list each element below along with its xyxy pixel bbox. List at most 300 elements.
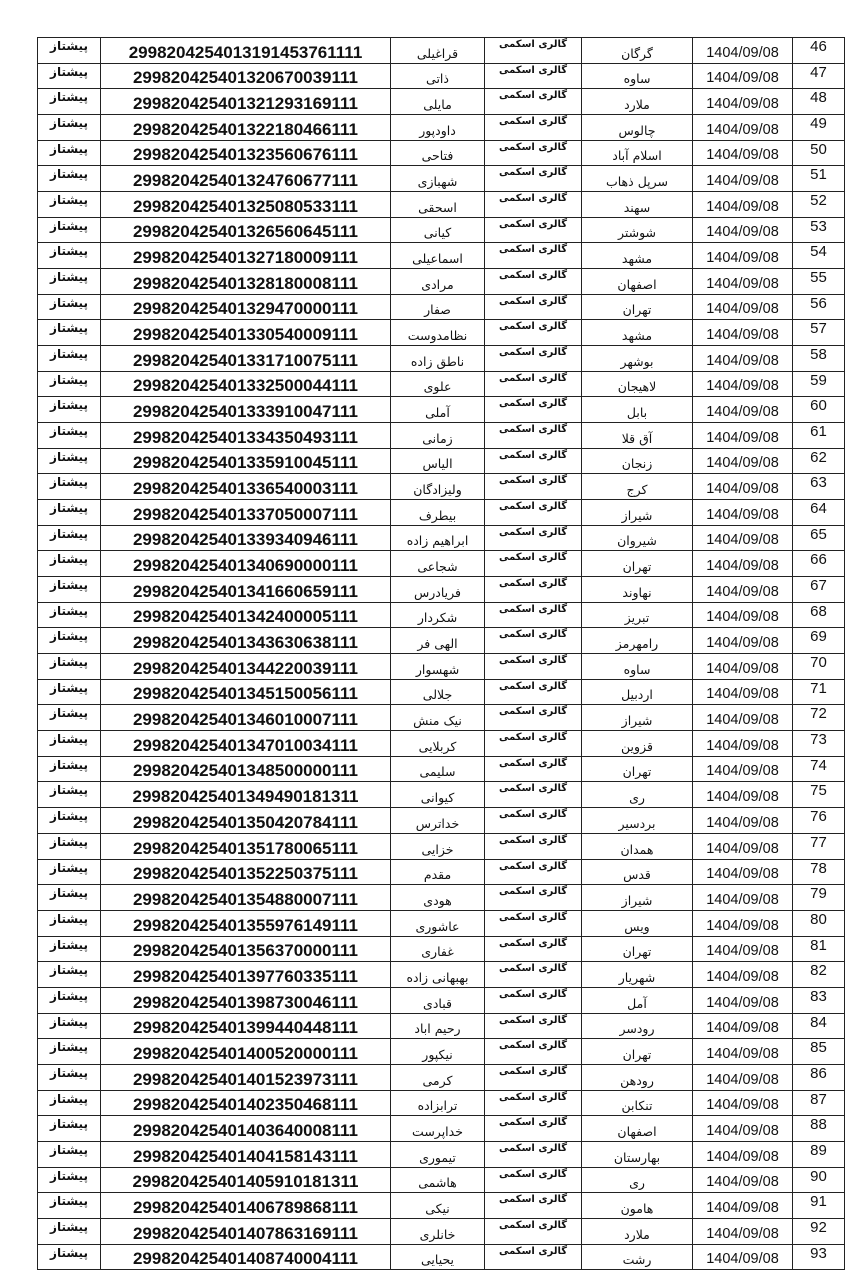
brand-cell: پیشتاز	[38, 474, 101, 500]
surname-cell: بهبهانی زاده	[391, 962, 485, 988]
tracking-code-cell: 299820425401325080533111	[101, 192, 391, 218]
gallery-cell: گالری اسکمی	[485, 1039, 582, 1065]
table-row	[38, 962, 845, 988]
date-cell: 1404/09/08	[693, 577, 793, 603]
table-row	[38, 423, 845, 449]
tracking-code-cell: 299820425401330540009111	[101, 320, 391, 346]
table-row	[38, 885, 845, 911]
date-cell: 1404/09/08	[693, 1141, 793, 1167]
date-cell: 1404/09/08	[693, 1116, 793, 1142]
tracking-code-cell: 299820425401401523973111	[101, 1064, 391, 1090]
surname-cell: بیطرف	[391, 500, 485, 526]
row-number-cell: 55	[793, 269, 845, 295]
table-row	[38, 166, 845, 192]
brand-cell: پیشتاز	[38, 243, 101, 269]
tracking-code-cell: 299820425401355976149111	[101, 910, 391, 936]
surname-cell: تیموری	[391, 1141, 485, 1167]
surname-cell: سلیمی	[391, 756, 485, 782]
surname-cell: فتاحی	[391, 140, 485, 166]
surname-cell: کیوانی	[391, 782, 485, 808]
gallery-cell: گالری اسکمی	[485, 859, 582, 885]
city-cell: نهاوند	[582, 577, 693, 603]
surname-cell: کیانی	[391, 217, 485, 243]
city-cell: کرج	[582, 474, 693, 500]
row-number-cell: 60	[793, 397, 845, 423]
table-row	[38, 628, 845, 654]
city-cell: بوشهر	[582, 346, 693, 372]
table-row	[38, 140, 845, 166]
tracking-code-cell: 299820425401334350493111	[101, 423, 391, 449]
gallery-cell: گالری اسکمی	[485, 1244, 582, 1270]
row-number-cell: 91	[793, 1193, 845, 1219]
row-number-cell: 82	[793, 962, 845, 988]
row-number-cell: 59	[793, 371, 845, 397]
city-cell: شهریار	[582, 962, 693, 988]
table-row	[38, 192, 845, 218]
surname-cell: نیکی	[391, 1193, 485, 1219]
row-number-cell: 54	[793, 243, 845, 269]
table-row	[38, 679, 845, 705]
surname-cell: آملی	[391, 397, 485, 423]
brand-cell: پیشتاز	[38, 782, 101, 808]
brand-cell: پیشتاز	[38, 1013, 101, 1039]
tracking-code-cell: 299820425401354880007111	[101, 885, 391, 911]
table-row	[38, 89, 845, 115]
brand-cell: پیشتاز	[38, 1193, 101, 1219]
tracking-code-cell: 299820425401404158143111	[101, 1141, 391, 1167]
row-number-cell: 52	[793, 192, 845, 218]
date-cell: 1404/09/08	[693, 654, 793, 680]
date-cell: 1404/09/08	[693, 962, 793, 988]
date-cell: 1404/09/08	[693, 987, 793, 1013]
table-row	[38, 705, 845, 731]
surname-cell: ولیزادگان	[391, 474, 485, 500]
surname-cell: اسماعیلی	[391, 243, 485, 269]
table-row	[38, 38, 845, 64]
tracking-code-cell: 299820425401322180466111	[101, 115, 391, 141]
table-row	[38, 833, 845, 859]
gallery-cell: گالری اسکمی	[485, 371, 582, 397]
row-number-cell: 61	[793, 423, 845, 449]
surname-cell: نیکپور	[391, 1039, 485, 1065]
surname-cell: رحیم اباد	[391, 1013, 485, 1039]
gallery-cell: گالری اسکمی	[485, 474, 582, 500]
city-cell: اصفهان	[582, 1116, 693, 1142]
table-row	[38, 1064, 845, 1090]
gallery-cell: گالری اسکمی	[485, 63, 582, 89]
date-cell: 1404/09/08	[693, 602, 793, 628]
brand-cell: پیشتاز	[38, 166, 101, 192]
table-row	[38, 1141, 845, 1167]
city-cell: شوشتر	[582, 217, 693, 243]
table-row	[38, 654, 845, 680]
table-row	[38, 577, 845, 603]
gallery-cell: گالری اسکمی	[485, 166, 582, 192]
brand-cell: پیشتاز	[38, 962, 101, 988]
brand-cell: پیشتاز	[38, 808, 101, 834]
gallery-cell: گالری اسکمی	[485, 1141, 582, 1167]
city-cell: ساوه	[582, 63, 693, 89]
brand-cell: پیشتاز	[38, 987, 101, 1013]
gallery-cell: گالری اسکمی	[485, 140, 582, 166]
date-cell: 1404/09/08	[693, 1244, 793, 1270]
gallery-cell: گالری اسکمی	[485, 833, 582, 859]
city-cell: زنجان	[582, 448, 693, 474]
brand-cell: پیشتاز	[38, 448, 101, 474]
surname-cell: کربلایی	[391, 731, 485, 757]
tracking-code-cell: 299820425401335910045111	[101, 448, 391, 474]
table-row	[38, 115, 845, 141]
gallery-cell: گالری اسکمی	[485, 1167, 582, 1193]
gallery-cell: گالری اسکمی	[485, 89, 582, 115]
gallery-cell: گالری اسکمی	[485, 38, 582, 64]
surname-cell: شهبازی	[391, 166, 485, 192]
brand-cell: پیشتاز	[38, 679, 101, 705]
tracking-code-cell: 299820425401348500000111	[101, 756, 391, 782]
table-row	[38, 551, 845, 577]
gallery-cell: گالری اسکمی	[485, 423, 582, 449]
brand-cell: پیشتاز	[38, 1116, 101, 1142]
city-cell: مشهد	[582, 320, 693, 346]
city-cell: اصفهان	[582, 269, 693, 295]
city-cell: ری	[582, 1167, 693, 1193]
city-cell: همدان	[582, 833, 693, 859]
row-number-cell: 67	[793, 577, 845, 603]
row-number-cell: 76	[793, 808, 845, 834]
tracking-code-cell: 299820425401339340946111	[101, 525, 391, 551]
date-cell: 1404/09/08	[693, 1193, 793, 1219]
brand-cell: پیشتاز	[38, 397, 101, 423]
tracking-code-cell: 299820425401408740004111	[101, 1244, 391, 1270]
tracking-code-cell: 299820425401347010034111	[101, 731, 391, 757]
tracking-code-cell: 299820425401320670039111	[101, 63, 391, 89]
surname-cell: شجاعی	[391, 551, 485, 577]
gallery-cell: گالری اسکمی	[485, 243, 582, 269]
row-number-cell: 74	[793, 756, 845, 782]
tracking-code-cell: 299820425401398730046111	[101, 987, 391, 1013]
date-cell: 1404/09/08	[693, 756, 793, 782]
row-number-cell: 46	[793, 38, 845, 64]
surname-cell: ترابزاده	[391, 1090, 485, 1116]
table-row	[38, 731, 845, 757]
brand-cell: پیشتاز	[38, 192, 101, 218]
city-cell: قزوین	[582, 731, 693, 757]
date-cell: 1404/09/08	[693, 833, 793, 859]
city-cell: ویس	[582, 910, 693, 936]
date-cell: 1404/09/08	[693, 551, 793, 577]
city-cell: رودهن	[582, 1064, 693, 1090]
tracking-code-cell: 299820425401327180009111	[101, 243, 391, 269]
city-cell: آمل	[582, 987, 693, 1013]
table-row	[38, 1193, 845, 1219]
tracking-code-cell: 299820425401346010007111	[101, 705, 391, 731]
gallery-cell: گالری اسکمی	[485, 217, 582, 243]
tracking-code-cell: 2998204254013191453761111	[101, 38, 391, 64]
gallery-cell: گالری اسکمی	[485, 910, 582, 936]
row-number-cell: 83	[793, 987, 845, 1013]
date-cell: 1404/09/08	[693, 705, 793, 731]
brand-cell: پیشتاز	[38, 628, 101, 654]
tracking-code-cell: 299820425401351780065111	[101, 833, 391, 859]
table-row	[38, 346, 845, 372]
shipment-table	[37, 37, 845, 1270]
brand-cell: پیشتاز	[38, 525, 101, 551]
table-row	[38, 294, 845, 320]
tracking-code-cell: 299820425401406789868111	[101, 1193, 391, 1219]
row-number-cell: 65	[793, 525, 845, 551]
city-cell: لاهیجان	[582, 371, 693, 397]
surname-cell: هاشمی	[391, 1167, 485, 1193]
date-cell: 1404/09/08	[693, 679, 793, 705]
city-cell: شیراز	[582, 500, 693, 526]
gallery-cell: گالری اسکمی	[485, 397, 582, 423]
surname-cell: خداترس	[391, 808, 485, 834]
gallery-cell: گالری اسکمی	[485, 1193, 582, 1219]
brand-cell: پیشتاز	[38, 89, 101, 115]
tracking-code-cell: 299820425401356370000111	[101, 936, 391, 962]
row-number-cell: 93	[793, 1244, 845, 1270]
row-number-cell: 85	[793, 1039, 845, 1065]
gallery-cell: گالری اسکمی	[485, 1013, 582, 1039]
date-cell: 1404/09/08	[693, 371, 793, 397]
table-row	[38, 1167, 845, 1193]
date-cell: 1404/09/08	[693, 525, 793, 551]
tracking-code-cell: 299820425401344220039111	[101, 654, 391, 680]
gallery-cell: گالری اسکمی	[485, 782, 582, 808]
tracking-code-cell: 299820425401405910181311	[101, 1167, 391, 1193]
tracking-code-cell: 299820425401342400005111	[101, 602, 391, 628]
brand-cell: پیشتاز	[38, 602, 101, 628]
row-number-cell: 64	[793, 500, 845, 526]
brand-cell: پیشتاز	[38, 423, 101, 449]
table-row	[38, 525, 845, 551]
brand-cell: پیشتاز	[38, 577, 101, 603]
row-number-cell: 69	[793, 628, 845, 654]
table-row	[38, 782, 845, 808]
gallery-cell: گالری اسکمی	[485, 551, 582, 577]
tracking-code-cell: 299820425401331710075111	[101, 346, 391, 372]
city-cell: تهران	[582, 294, 693, 320]
table-row	[38, 269, 845, 295]
tracking-code-cell: 299820425401337050007111	[101, 500, 391, 526]
surname-cell: صفار	[391, 294, 485, 320]
city-cell: رامهرمز	[582, 628, 693, 654]
surname-cell: مرادی	[391, 269, 485, 295]
table-row	[38, 474, 845, 500]
table-row	[38, 1116, 845, 1142]
date-cell: 1404/09/08	[693, 63, 793, 89]
tracking-code-cell: 299820425401352250375111	[101, 859, 391, 885]
city-cell: سهند	[582, 192, 693, 218]
table-row	[38, 320, 845, 346]
gallery-cell: گالری اسکمی	[485, 654, 582, 680]
date-cell: 1404/09/08	[693, 217, 793, 243]
table-row	[38, 217, 845, 243]
city-cell: ملارد	[582, 89, 693, 115]
city-cell: شیراز	[582, 885, 693, 911]
gallery-cell: گالری اسکمی	[485, 1116, 582, 1142]
city-cell: تبریز	[582, 602, 693, 628]
surname-cell: ابراهیم زاده	[391, 525, 485, 551]
brand-cell: پیشتاز	[38, 294, 101, 320]
brand-cell: پیشتاز	[38, 38, 101, 64]
city-cell: شیراز	[582, 705, 693, 731]
table-body	[38, 38, 845, 1270]
table-row	[38, 500, 845, 526]
tracking-code-cell: 299820425401329470000111	[101, 294, 391, 320]
gallery-cell: گالری اسکمی	[485, 987, 582, 1013]
surname-cell: الهی فر	[391, 628, 485, 654]
city-cell: سرپل ذهاب	[582, 166, 693, 192]
table-row	[38, 987, 845, 1013]
gallery-cell: گالری اسکمی	[485, 320, 582, 346]
surname-cell: نیک منش	[391, 705, 485, 731]
date-cell: 1404/09/08	[693, 859, 793, 885]
surname-cell: یحیایی	[391, 1244, 485, 1270]
row-number-cell: 58	[793, 346, 845, 372]
gallery-cell: گالری اسکمی	[485, 756, 582, 782]
date-cell: 1404/09/08	[693, 782, 793, 808]
tracking-code-cell: 299820425401399440448111	[101, 1013, 391, 1039]
surname-cell: داودپور	[391, 115, 485, 141]
tracking-code-cell: 299820425401407863169111	[101, 1218, 391, 1244]
date-cell: 1404/09/08	[693, 628, 793, 654]
table-row	[38, 397, 845, 423]
brand-cell: پیشتاز	[38, 217, 101, 243]
brand-cell: پیشتاز	[38, 1167, 101, 1193]
row-number-cell: 56	[793, 294, 845, 320]
city-cell: بردسیر	[582, 808, 693, 834]
row-number-cell: 79	[793, 885, 845, 911]
tracking-code-cell: 299820425401332500044111	[101, 371, 391, 397]
tracking-code-cell: 299820425401403640008111	[101, 1116, 391, 1142]
gallery-cell: گالری اسکمی	[485, 269, 582, 295]
date-cell: 1404/09/08	[693, 1167, 793, 1193]
table-row	[38, 602, 845, 628]
date-cell: 1404/09/08	[693, 808, 793, 834]
brand-cell: پیشتاز	[38, 1090, 101, 1116]
row-number-cell: 62	[793, 448, 845, 474]
date-cell: 1404/09/08	[693, 1218, 793, 1244]
row-number-cell: 63	[793, 474, 845, 500]
surname-cell: قراغیلی	[391, 38, 485, 64]
tracking-code-cell: 299820425401333910047111	[101, 397, 391, 423]
surname-cell: اسحقی	[391, 192, 485, 218]
gallery-cell: گالری اسکمی	[485, 577, 582, 603]
row-number-cell: 87	[793, 1090, 845, 1116]
city-cell: هامون	[582, 1193, 693, 1219]
brand-cell: پیشتاز	[38, 500, 101, 526]
row-number-cell: 90	[793, 1167, 845, 1193]
date-cell: 1404/09/08	[693, 89, 793, 115]
date-cell: 1404/09/08	[693, 448, 793, 474]
gallery-cell: گالری اسکمی	[485, 1090, 582, 1116]
table-row	[38, 63, 845, 89]
tracking-code-cell: 299820425401321293169111	[101, 89, 391, 115]
tracking-code-cell: 299820425401343630638111	[101, 628, 391, 654]
table-row	[38, 1244, 845, 1270]
row-number-cell: 86	[793, 1064, 845, 1090]
city-cell: ساوه	[582, 654, 693, 680]
date-cell: 1404/09/08	[693, 294, 793, 320]
row-number-cell: 49	[793, 115, 845, 141]
gallery-cell: گالری اسکمی	[485, 192, 582, 218]
tracking-code-cell: 299820425401323560676111	[101, 140, 391, 166]
date-cell: 1404/09/08	[693, 1090, 793, 1116]
gallery-cell: گالری اسکمی	[485, 731, 582, 757]
table-row	[38, 859, 845, 885]
city-cell: تهران	[582, 551, 693, 577]
table-row	[38, 1013, 845, 1039]
brand-cell: پیشتاز	[38, 320, 101, 346]
brand-cell: پیشتاز	[38, 654, 101, 680]
brand-cell: پیشتاز	[38, 346, 101, 372]
tracking-code-cell: 299820425401345150056111	[101, 679, 391, 705]
surname-cell: الیاس	[391, 448, 485, 474]
brand-cell: پیشتاز	[38, 885, 101, 911]
table-row	[38, 910, 845, 936]
brand-cell: پیشتاز	[38, 1064, 101, 1090]
brand-cell: پیشتاز	[38, 936, 101, 962]
gallery-cell: گالری اسکمی	[485, 602, 582, 628]
surname-cell: عاشوری	[391, 910, 485, 936]
row-number-cell: 88	[793, 1116, 845, 1142]
date-cell: 1404/09/08	[693, 936, 793, 962]
surname-cell: خانلری	[391, 1218, 485, 1244]
surname-cell: کرمی	[391, 1064, 485, 1090]
city-cell: بهارستان	[582, 1141, 693, 1167]
tracking-code-cell: 299820425401340690000111	[101, 551, 391, 577]
row-number-cell: 50	[793, 140, 845, 166]
surname-cell: مایلی	[391, 89, 485, 115]
row-number-cell: 53	[793, 217, 845, 243]
date-cell: 1404/09/08	[693, 500, 793, 526]
tracking-code-cell: 299820425401402350468111	[101, 1090, 391, 1116]
surname-cell: شهسوار	[391, 654, 485, 680]
date-cell: 1404/09/08	[693, 243, 793, 269]
tracking-code-cell: 299820425401397760335111	[101, 962, 391, 988]
gallery-cell: گالری اسکمی	[485, 525, 582, 551]
date-cell: 1404/09/08	[693, 1064, 793, 1090]
brand-cell: پیشتاز	[38, 1039, 101, 1065]
table-row	[38, 371, 845, 397]
date-cell: 1404/09/08	[693, 346, 793, 372]
row-number-cell: 72	[793, 705, 845, 731]
date-cell: 1404/09/08	[693, 320, 793, 346]
date-cell: 1404/09/08	[693, 38, 793, 64]
date-cell: 1404/09/08	[693, 910, 793, 936]
row-number-cell: 57	[793, 320, 845, 346]
surname-cell: خزایی	[391, 833, 485, 859]
row-number-cell: 70	[793, 654, 845, 680]
brand-cell: پیشتاز	[38, 705, 101, 731]
surname-cell: شکردار	[391, 602, 485, 628]
city-cell: تهران	[582, 1039, 693, 1065]
surname-cell: زمانی	[391, 423, 485, 449]
surname-cell: غفاری	[391, 936, 485, 962]
tracking-code-cell: 299820425401349490181311	[101, 782, 391, 808]
row-number-cell: 75	[793, 782, 845, 808]
gallery-cell: گالری اسکمی	[485, 628, 582, 654]
date-cell: 1404/09/08	[693, 192, 793, 218]
city-cell: تهران	[582, 756, 693, 782]
city-cell: ری	[582, 782, 693, 808]
date-cell: 1404/09/08	[693, 166, 793, 192]
date-cell: 1404/09/08	[693, 115, 793, 141]
row-number-cell: 47	[793, 63, 845, 89]
table-row	[38, 1218, 845, 1244]
city-cell: آق قلا	[582, 423, 693, 449]
